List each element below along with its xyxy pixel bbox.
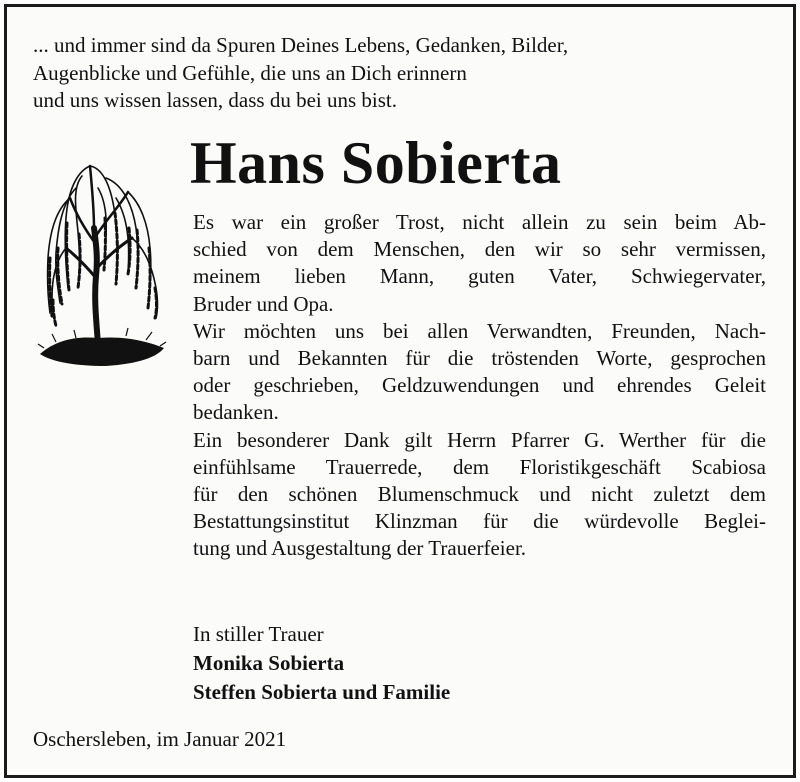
body-line: oder geschrieben, Geldzuwendungen und ehrendes Geleit — [193, 373, 766, 398]
body-line: Wir möchten uns bei allen Verwandten, Freunden, Nach- — [193, 318, 766, 343]
place-date: Oschersleben, im Januar 2021 — [33, 727, 287, 751]
signature-block — [193, 620, 450, 707]
intro-verse — [33, 32, 568, 115]
body-line: Es war ein großer Trost, nicht allein zu sein beim Ab- — [193, 210, 766, 234]
mourner-name: Monika Sobierta — [193, 651, 345, 675]
body-line: barn und Bekannten für die tröstenden Worte, gesprochen — [193, 346, 766, 371]
body-line: Bestattungsinstitut Klinzman für die würdevolle Beglei- — [193, 509, 766, 534]
body-line: meinem lieben Mann, guten Vater, Schwiegervater, — [193, 264, 766, 289]
body-line: für den schönen Blumenschmuck und nicht zuletzt dem — [193, 482, 766, 507]
thank-you-text — [193, 209, 766, 563]
body-line: schied von dem Menschen, den wir so sehr vermissen, — [193, 237, 766, 262]
intro-line: und uns wissen lassen, dass du bei uns bist. — [33, 88, 397, 112]
intro-line: Augenblicke und Gefühle, die uns an Dich erinnern — [33, 60, 467, 85]
weeping-willow-icon — [36, 148, 168, 376]
intro-line: ... und immer sind da Spuren Deines Lebens, Gedanken, Bilder, — [33, 33, 569, 57]
mourner-name: Steffen Sobierta und Familie — [193, 680, 451, 704]
body-line: Ein besonderer Dank gilt Herrn Pfarrer G. Werther für die — [193, 427, 766, 452]
body-line: Bruder und Opa. — [193, 291, 334, 316]
body-line: bedanken. — [193, 400, 279, 425]
mourning-label: In stiller Trauer — [193, 622, 324, 646]
body-line: einfühlsame Trauerrede, dem Floristikgeschäft Scabiosa — [193, 454, 766, 479]
body-line: tung und Ausgestaltung der Trauerfeier. — [193, 536, 527, 561]
deceased-name: Hans Sobierta — [190, 130, 562, 196]
